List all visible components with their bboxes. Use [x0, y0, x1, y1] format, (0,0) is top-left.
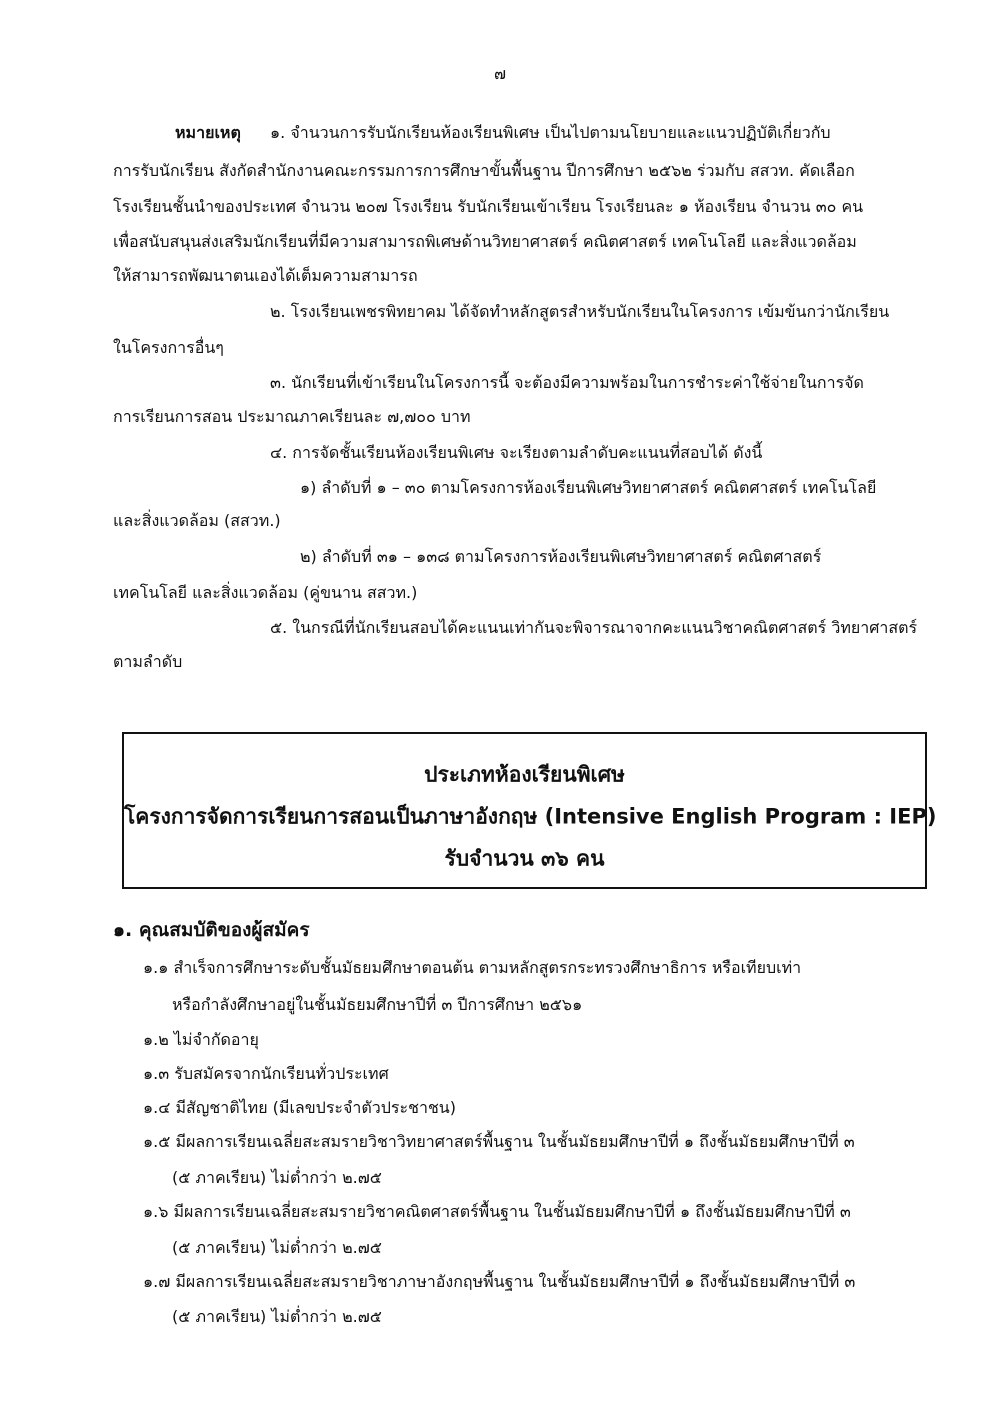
note-line: เทคโนโลยี และสิ่งแวดล้อม (คู่ขนาน สสวท.): [113, 583, 418, 602]
note-line: ๕. ในกรณีที่นักเรียนสอบได้คะแนนเท่ากันจะพิจารณาจากคะแนนวิชาคณิตศาสตร์ วิทยาศาสตร์: [270, 618, 918, 637]
program-box-program: โครงการจัดการเรียนการสอนเป็นภาษาอังกฤษ (Intensive English Program : IEP): [124, 804, 937, 829]
qualification-line: (๕ ภาคเรียน) ไม่ต่ำกว่า ๒.๗๕: [172, 1307, 382, 1326]
note-line: ๓. นักเรียนที่เข้าเรียนในโครงการนี้ จะต้องมีความพร้อมในการชำระค่าใช้จ่ายในการจัด: [270, 373, 864, 392]
note-line: เพื่อสนับสนุนส่งเสริมนักเรียนที่มีความสามารถพิเศษด้านวิทยาศาสตร์ คณิตศาสตร์ เทคโนโลยี และสิ่งแวดล้อม: [113, 232, 857, 251]
qualification-line: ๑.๔ มีสัญชาติไทย (มีเลขประจำตัวประชาชน): [143, 1098, 456, 1117]
qualification-line: หรือกำลังศึกษาอยู่ในชั้นมัธยมศึกษาปีที่ ๓ ปีการศึกษา ๒๕๖๑: [172, 995, 583, 1014]
qualification-line: (๕ ภาคเรียน) ไม่ต่ำกว่า ๒.๗๕: [172, 1238, 382, 1257]
qualification-line: ๑.๑ สำเร็จการศึกษาระดับชั้นมัธยมศึกษาตอนต้น ตามหลักสูตรกระทรวงศึกษาธิการ หรือเทียบเท่า: [143, 958, 802, 977]
note-line: และสิ่งแวดล้อม (สสวท.): [113, 511, 281, 530]
notes-label: หมายเหตุ: [175, 123, 241, 142]
note-line: ๔. การจัดชั้นเรียนห้องเรียนพิเศษ จะเรียงตามลำดับคะแนนที่สอบได้ ดังนี้: [270, 443, 763, 462]
qualifications-heading: ๑. คุณสมบัติของผู้สมัคร: [113, 919, 310, 941]
note-line: ในโครงการอื่นๆ: [113, 338, 224, 357]
qualification-line: ๑.๓ รับสมัครจากนักเรียนทั่วประเทศ: [143, 1064, 389, 1083]
note-line: ๑) ลำดับที่ ๑ – ๓๐ ตามโครงการห้องเรียนพิเศษวิทยาศาสตร์ คณิตศาสตร์ เทคโนโลยี: [300, 478, 877, 497]
note-line: ๒) ลำดับที่ ๓๑ – ๑๓๘ ตามโครงการห้องเรียนพิเศษวิทยาศาสตร์ คณิตศาสตร์: [300, 547, 822, 566]
qualification-line: ๑.๗ มีผลการเรียนเฉลี่ยสะสมรายวิชาภาษาอังกฤษพื้นฐาน ในชั้นมัธยมศึกษาปีที่ ๑ ถึงชั้นมัธยมศึกษาปีที่ ๓: [143, 1272, 856, 1291]
program-box-capacity: รับจำนวน ๓๖ คน: [444, 846, 605, 871]
page-number: ๗: [494, 64, 507, 83]
qualification-line: ๑.๖ มีผลการเรียนเฉลี่ยสะสมรายวิชาคณิตศาสตร์พื้นฐาน ในชั้นมัธยมศึกษาปีที่ ๑ ถึงชั้นมัธยมศึกษาปีที่ ๓: [143, 1202, 851, 1221]
program-box-title: ประเภทห้องเรียนพิเศษ: [424, 762, 625, 787]
note-line: ๒. โรงเรียนเพชรพิทยาคม ได้จัดทำหลักสูตรสำหรับนักเรียนในโครงการ เข้มข้นกว่านักเรียน: [270, 302, 890, 321]
qualification-line: ๑.๒ ไม่จำกัดอายุ: [143, 1030, 259, 1049]
note-line: ๑. จำนวนการรับนักเรียนห้องเรียนพิเศษ เป็นไปตามนโยบายและแนวปฏิบัติเกี่ยวกับ: [270, 123, 831, 142]
qualification-line: ๑.๕ มีผลการเรียนเฉลี่ยสะสมรายวิชาวิทยาศาสตร์พื้นฐาน ในชั้นมัธยมศึกษาปีที่ ๑ ถึงชั้นมัธยมศึกษาปีที่ ๓: [143, 1132, 855, 1151]
note-line: การรับนักเรียน สังกัดสำนักงานคณะกรรมการการศึกษาขั้นพื้นฐาน ปีการศึกษา ๒๕๖๒ ร่วมกับ สสวท. คัดเลือก: [113, 161, 855, 180]
note-line: โรงเรียนชั้นนำของประเทศ จำนวน ๒๐๗ โรงเรียน รับนักเรียนเข้าเรียน โรงเรียนละ ๑ ห้องเรียน จำนวน ๓๐ คน: [113, 197, 864, 216]
note-line: การเรียนการสอน ประมาณภาคเรียนละ ๗,๗๐๐ บาท: [113, 407, 471, 426]
qualification-line: (๕ ภาคเรียน) ไม่ต่ำกว่า ๒.๗๕: [172, 1168, 382, 1187]
program-box: [122, 732, 937, 889]
note-line: ให้สามารถพัฒนาตนเองได้เต็มความสามารถ: [113, 266, 418, 285]
note-line: ตามลำดับ: [113, 652, 183, 671]
